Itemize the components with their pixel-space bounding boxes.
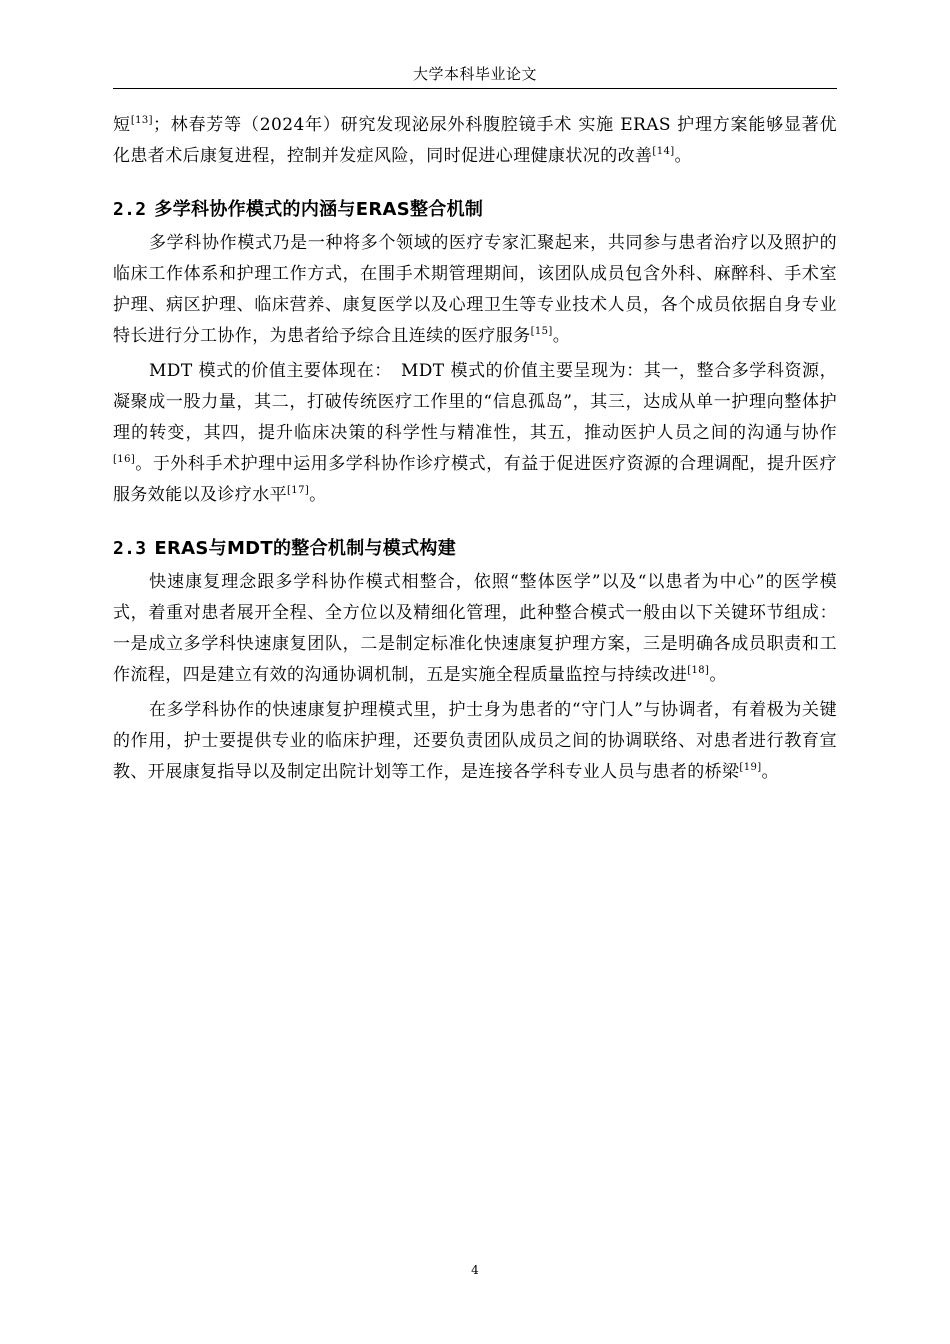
text-run: 。 — [674, 146, 692, 166]
text-run: 。 — [761, 762, 779, 782]
paragraph-mdt-value — [113, 356, 837, 511]
paragraph-continued — [113, 110, 837, 172]
citation: [15] — [530, 326, 553, 337]
text-run: MDT 模式的价值主要体现在： MDT 模式的价值主要呈现为：其一，整合多学科资源，凝聚成一股力量，其二，打破传统医疗工作里的“信息孤岛”，其三，达成从单一护理向整体护理的转变，其四，提升临床决策的科学性与精准性，其五，推动医护人员之间的沟通与协作 — [113, 361, 837, 443]
text-run: 快速康复理念跟多学科协作模式相整合，依照“整体医学”以及“以患者为中心”的医学模式，着重对患者展开全程、全方位以及精细化管理，此种整合模式一般由以下关键环节组成：一是成立多学科快速康复团队，二是制定标准化快速康复护理方案，三是明确各成员职责和工作流程，四是建立有效的沟通协调机制，五是实施全程质量监控与持续改进 — [113, 572, 837, 685]
running-header: 大学本科毕业论文 — [412, 65, 537, 83]
section-heading-2-2 — [113, 196, 837, 224]
text-run: 。 — [309, 485, 327, 505]
citation: [16] — [113, 454, 136, 465]
header-rule — [113, 88, 837, 89]
text-run: 多学科协作模式乃是一种将多个领域的医疗专家汇聚起来，共同参与患者治疗以及照护的临床工作体系和护理工作方式，在围手术期管理期间，该团队成员包含外科、麻醉科、手术室护理、病区护理、临床营养、康复医学以及心理卫生等专业技术人员，各个成员依据自身专业特长进行分工协作，为患者给予综合且连续的医疗服务 — [113, 233, 837, 346]
section-heading-2-3 — [113, 535, 837, 563]
page-number: 4 — [471, 1263, 479, 1277]
text-run: 。 — [709, 665, 727, 685]
paragraph-mdt-definition — [113, 228, 837, 352]
section-number: 2.3 — [113, 538, 147, 559]
section-number: 2.2 — [113, 199, 147, 220]
paragraph-nurse-role — [113, 695, 837, 788]
citation: [13] — [130, 115, 153, 126]
text-run: 。于外科手术护理中运用多学科协作诊疗模式，有益于促进医疗资源的合理调配，提升医疗服务效能以及诊疗水平 — [113, 454, 837, 505]
text-run: 在多学科协作的快速康复护理模式里，护士身为患者的“守门人”与协调者，有着极为关键的作用，护士要提供专业的临床护理，还要负责团队成员之间的协调联络、对患者进行教育宣教、开展康复指导以及制定出院计划等工作，是连接各学科专业人员与患者的桥梁 — [113, 700, 837, 782]
paragraph-integration — [113, 567, 837, 691]
body-text — [113, 110, 837, 788]
citation: [17] — [287, 485, 310, 496]
section-title: ERAS与MDT的整合机制与模式构建 — [154, 538, 457, 559]
citation: [18] — [687, 665, 710, 676]
section-title: 多学科协作模式的内涵与ERAS整合机制 — [154, 199, 484, 220]
citation: [19] — [739, 762, 762, 773]
text-run: ；林春芳等（2024年）研究发现泌尿外科腹腔镜手术 实施 ERAS 护理方案能够显著优化患者术后康复进程，控制并发症风险，同时促进心理健康状况的改善 — [113, 115, 837, 166]
text-run: 。 — [552, 326, 571, 346]
citation: [14] — [652, 146, 675, 157]
text-run: 短 — [113, 115, 131, 135]
